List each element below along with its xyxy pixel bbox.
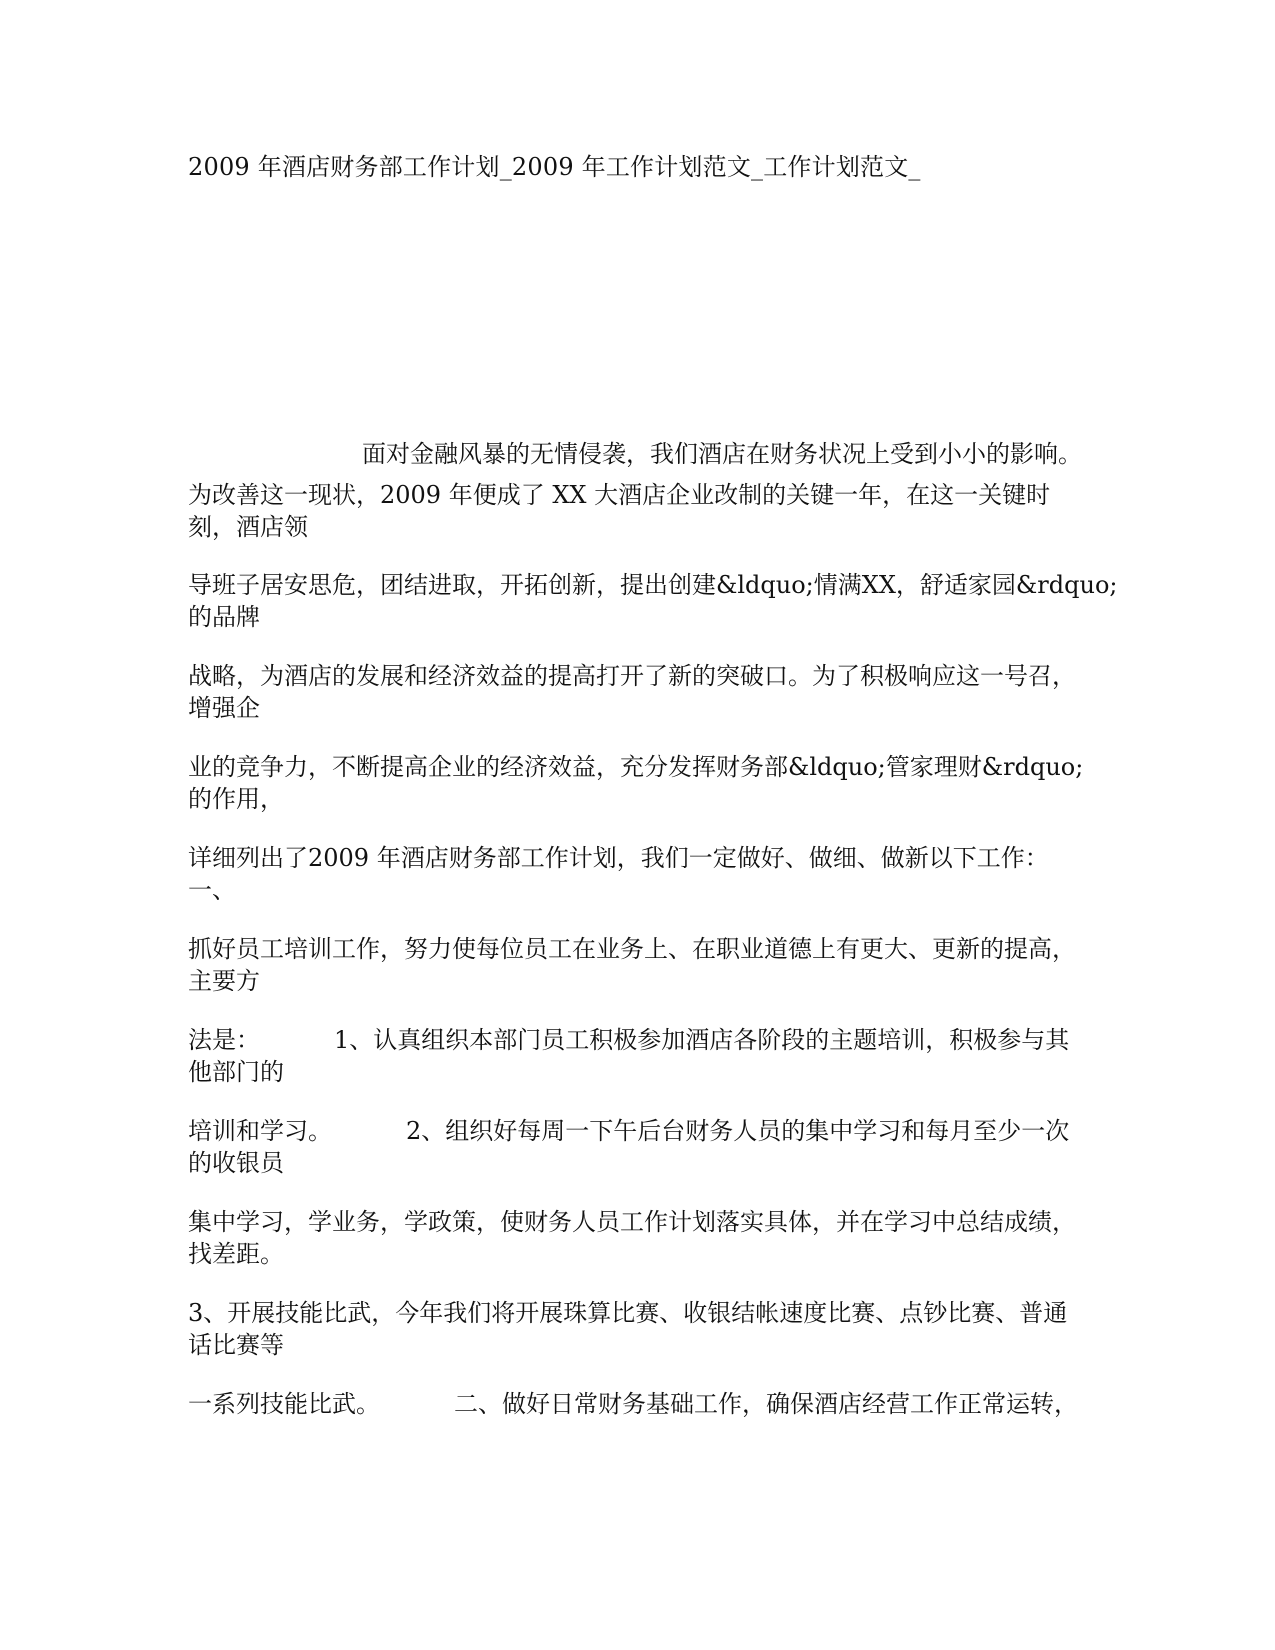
paragraph-line-lead: 法是：	[188, 1026, 260, 1054]
paragraph-line: 3、开展技能比武，今年我们将开展珠算比赛、收银结帐速度比赛、点钞比赛、普通	[188, 1299, 1068, 1327]
paragraph	[188, 933, 1088, 997]
paragraph-line-lead: 一系列技能比武。	[188, 1390, 380, 1418]
paragraph-line: 刻，酒店领	[188, 513, 308, 541]
paragraph	[188, 1297, 1088, 1361]
paragraph	[188, 1115, 1088, 1179]
paragraph	[188, 479, 1088, 543]
paragraph-line: 抓好员工培训工作，努力使每位员工在业务上、在职业道德上有更大、更新的提高，	[188, 935, 1076, 963]
paragraph	[188, 751, 1088, 815]
paragraph	[188, 1388, 1088, 1420]
paragraph-line: 找差距。	[188, 1240, 284, 1268]
paragraph-line: 集中学习，学业务，学政策，使财务人员工作计划落实具体，并在学习中总结成绩，	[188, 1208, 1076, 1236]
paragraph-line: 详细列出了2009 年酒店财务部工作计划，我们一定做好、做细、做新以下工作：	[188, 844, 1049, 872]
paragraph	[188, 660, 1088, 724]
paragraph-line: 导班子居安思危，团结进取，开拓创新，提出创建&ldquo;情满XX，舒适家园&rdquo;	[188, 571, 1118, 599]
paragraph-line: 主要方	[188, 967, 260, 995]
document-title: 2009 年酒店财务部工作计划_2009 年工作计划范文_工作计划范文_	[188, 153, 921, 181]
paragraph	[188, 842, 1088, 906]
paragraph-line	[188, 1115, 1088, 1147]
paragraph-line-rest: 二、做好日常财务基础工作，确保酒店经营工作正常运转，	[454, 1390, 1078, 1418]
paragraph-line: 一、	[188, 876, 236, 904]
paragraph	[188, 569, 1118, 633]
paragraph-line	[188, 1388, 1088, 1420]
paragraph-line-lead: 培训和学习。	[188, 1117, 332, 1145]
paragraph-line: 他部门的	[188, 1058, 284, 1086]
paragraph-line: 话比赛等	[188, 1331, 284, 1359]
paragraph-line	[188, 1024, 1088, 1056]
paragraph-line-rest: 1、认真组织本部门员工积极参加酒店各阶段的主题培训，积极参与其	[334, 1026, 1070, 1054]
paragraph-line: 的作用，	[188, 785, 284, 813]
paragraph-line: 的收银员	[188, 1149, 284, 1177]
paragraph-line: 增强企	[188, 694, 260, 722]
intro-line: 面对金融风暴的无情侵袭，我们酒店在财务状况上受到小小的影响。	[362, 440, 1082, 468]
paragraph-line-rest: 2、组织好每周一下午后台财务人员的集中学习和每月至少一次	[406, 1117, 1070, 1145]
paragraph	[188, 1206, 1088, 1270]
paragraph-line: 业的竞争力，不断提高企业的经济效益，充分发挥财务部&ldquo;管家理财&rdquo;	[188, 753, 1084, 781]
paragraph-line: 战略，为酒店的发展和经济效益的提高打开了新的突破口。为了积极响应这一号召，	[188, 662, 1076, 690]
paragraph	[188, 1024, 1088, 1088]
paragraph-line: 为改善这一现状，2009 年便成了 XX 大酒店企业改制的关键一年，在这一关键时	[188, 481, 1051, 509]
paragraph-line: 的品牌	[188, 603, 260, 631]
